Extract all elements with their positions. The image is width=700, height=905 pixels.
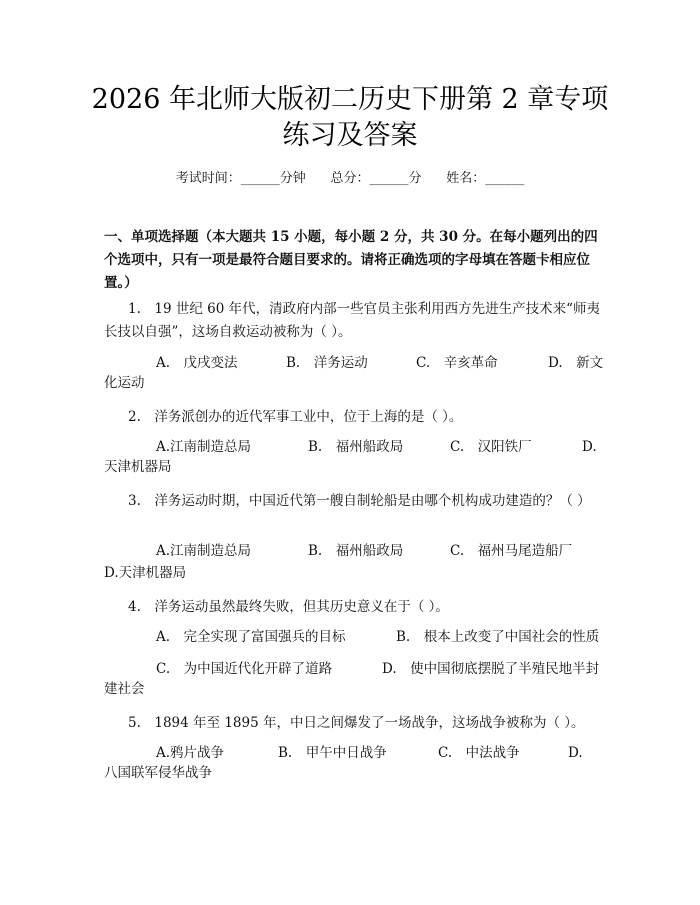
option-d: D. 使中国彻底摆脱了半殖民地半封	[382, 661, 600, 677]
question-5-option-wrap: 八国联军侵华战争	[104, 765, 212, 781]
question-2-options	[104, 436, 600, 459]
question-3-options	[104, 540, 600, 563]
option-c: C. 福州马尾造船厂	[450, 543, 573, 559]
question-1-options	[104, 352, 604, 375]
option-c: C. 为中国近代化开辟了道路	[156, 661, 333, 677]
option-d: D.	[582, 439, 597, 455]
option-b: B. 福州船政局	[308, 543, 404, 559]
document-title: 2026 年北师大版初二历史下册第 2 章专项练习及答案	[91, 84, 609, 151]
question-4-option-wrap: 建社会	[104, 681, 145, 697]
question-4-stem: 4. 洋务运动虽然最终失败，但其历史意义在于（ ）。	[128, 599, 449, 615]
question-3-option-wrap: D.天津机器局	[104, 565, 187, 581]
option-c: C. 汉阳铁厂	[450, 439, 532, 455]
option-b: B. 甲午中日战争	[278, 745, 387, 761]
option-a: A.鸦片战争	[156, 745, 225, 761]
option-b: B. 根本上改变了中国社会的性质	[396, 629, 600, 645]
option-b: B. 福州船政局	[308, 439, 404, 455]
question-3-stem: 3. 洋务运动时期，中国近代第一艘自制轮船是由哪个机构成功建造的？（ ）	[128, 493, 591, 509]
question-4-options-row2	[104, 658, 600, 681]
question-5-stem: 5. 1894 年至 1895 年，中日之间爆发了一场战争，这场战争被称为（ ）。	[128, 715, 585, 731]
section-heading: 一、单项选择题（本大题共 15 小题，每小题 2 分，共 30 分。在每小题列出的四个选项中，只有一项是最符合题目要求的。请将正确选项的字母填在答题卡相应位置。）	[104, 229, 598, 291]
option-a: A.江南制造总局	[156, 543, 252, 559]
option-c: C. 辛亥革命	[416, 355, 498, 371]
question-1-stem: 1. 19 世纪 60 年代，清政府内部一些官员主张利用西方先进生产技术来“师夷长技以自强”，这场自救运动被称为（ ）。	[104, 301, 601, 340]
option-a: A. 戊戌变法	[156, 355, 238, 371]
option-a: A. 完全实现了富国强兵的目标	[156, 629, 346, 645]
option-d: D.	[568, 745, 583, 761]
question-4-options-row1	[104, 626, 600, 649]
question-2-stem: 2. 洋务派创办的近代军事工业中，位于上海的是（ ）。	[128, 409, 463, 425]
exam-info-line: 考试时间：______分钟 总分：______分 姓名：______	[175, 171, 525, 186]
option-a: A.江南制造总局	[156, 439, 252, 455]
option-c: C. 中法战争	[438, 745, 520, 761]
question-1-option-wrap: 化运动	[104, 375, 145, 391]
question-2-option-wrap: 天津机器局	[104, 459, 172, 475]
option-d: D. 新文	[548, 355, 604, 371]
option-b: B. 洋务运动	[286, 355, 368, 371]
